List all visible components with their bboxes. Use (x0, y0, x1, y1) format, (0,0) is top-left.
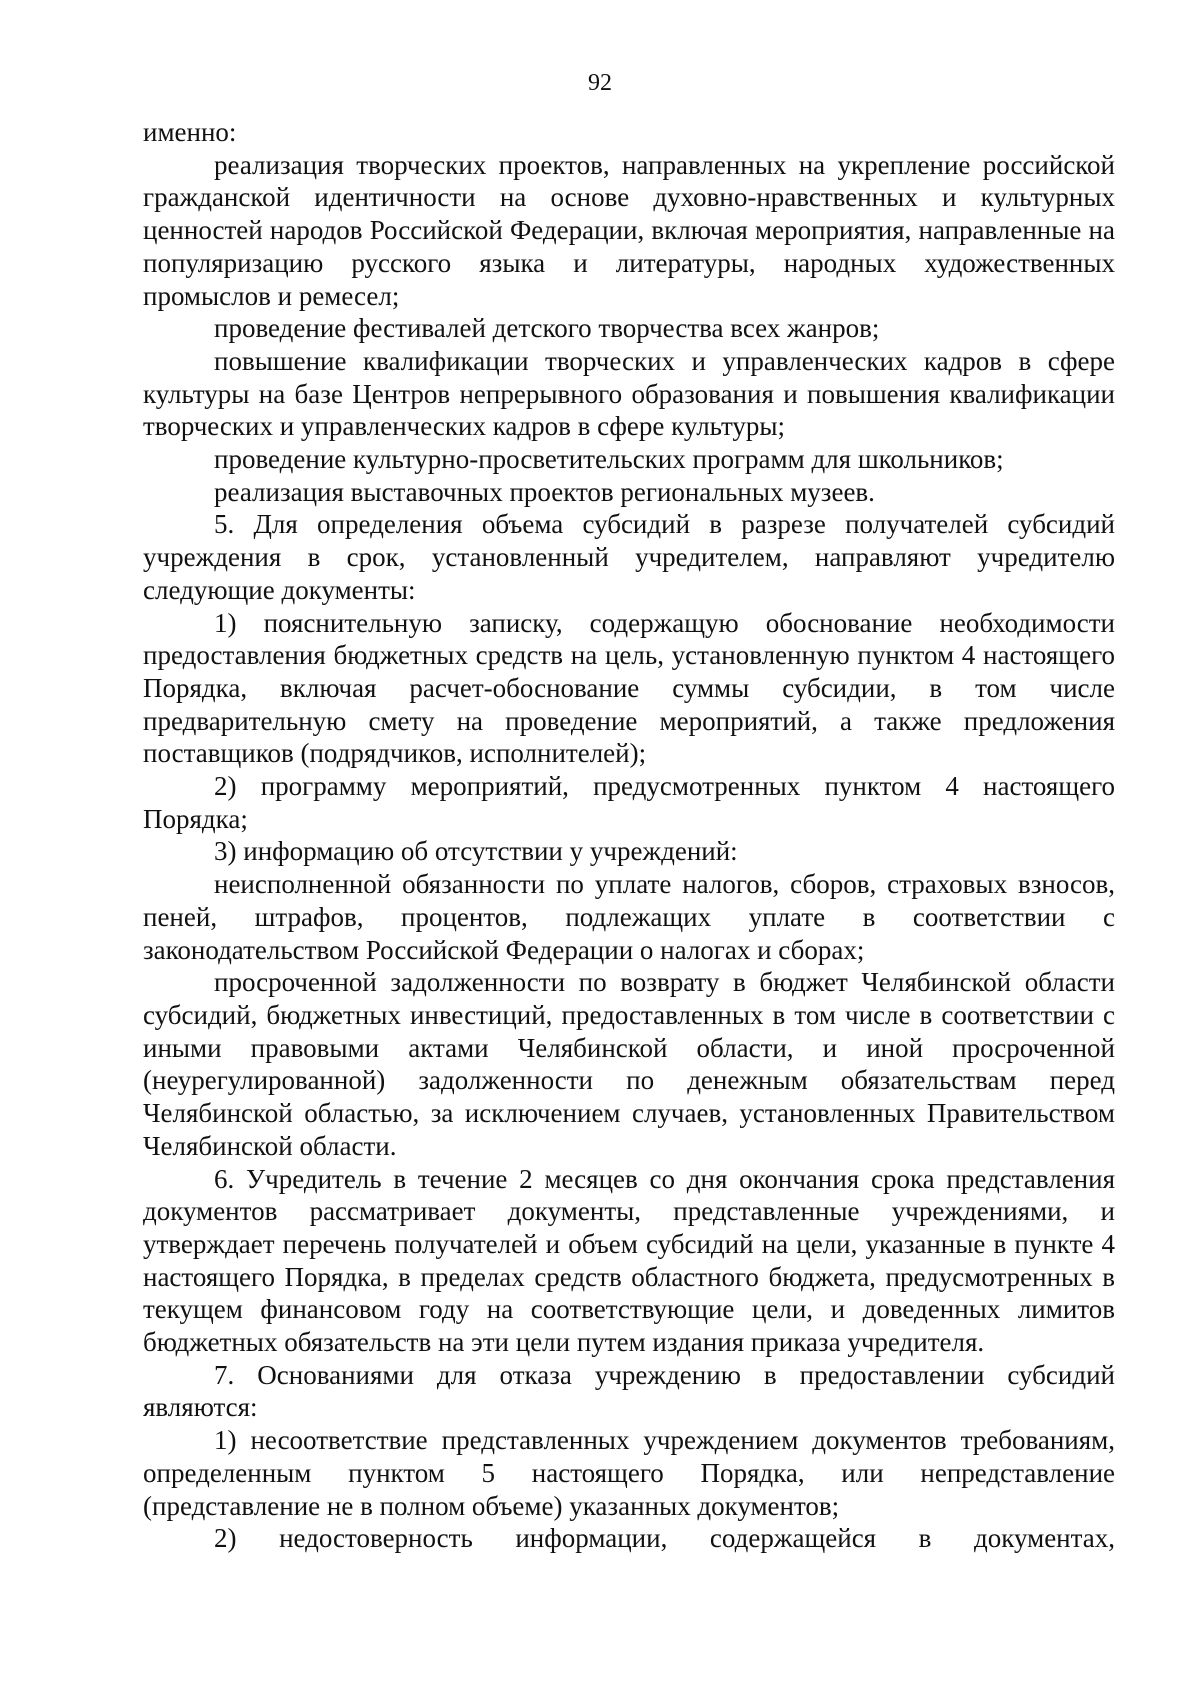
paragraph: реализация творческих проектов, направленных на укрепление российской гражданской идентичности на основе духовно-нравственных и культурных ценностей народов Российской Федерации, включая мероприятия, направленные на популяризацию русского языка и литературы, народных художественных промыслов и ремесел; (143, 149, 1115, 311)
paragraph: проведение культурно-просветительских программ для школьников; (214, 444, 1004, 475)
paragraph: 2) программу мероприятий, предусмотренных пунктом 4 настоящего Порядка; (143, 771, 1115, 834)
paragraph: 1) пояснительную записку, содержащую обоснование необходимости предоставления бюджетных средств на цель, установленную пунктом 4 настоящего Порядка, включая расчет-обоснование суммы субсидии, в том числе предварительную смету на проведение мероприятий, а также предложения поставщиков (подрядчиков, исполнителей); (143, 607, 1115, 769)
paragraph: 2) недостоверность информации, содержащейся в документах, (214, 1523, 1115, 1554)
document-body (143, 116, 1115, 1555)
paragraph: просроченной задолженности по возврату в бюджет Челябинской области субсидий, бюджетных инвестиций, предоставленных в том числе в соответствии с иными правовыми актами Челябинской области, и иной просроченной (неурегулированной) задолженности по денежным обязательствам перед Челябинской областью, за исключением случаев, установленных Правительством Челябинской области. (143, 967, 1115, 1161)
paragraph: проведение фестивалей детского творчества всех жанров; (214, 313, 880, 344)
paragraph: неисполненной обязанности по уплате налогов, сборов, страховых взносов, пеней, штрафов, процентов, подлежащих уплате в соответствии с законодательством Российской Федерации о налогах и сборах; (143, 869, 1115, 965)
paragraph: именно: (143, 117, 237, 147)
paragraph: 6. Учредитель в течение 2 месяцев со дня окончания срока представления документов рассматривает документы, представленные учреждениями, и утверждает перечень получателей и объем субсидий на цели, указанные в пункте 4 настоящего Порядка, в пределах средств областного бюджета, предусмотренных в текущем финансовом году на соответствующие цели, и доведенных лимитов бюджетных обязательств на эти цели путем издания приказа учредителя. (143, 1163, 1115, 1358)
paragraph: реализация выставочных проектов региональных музеев. (214, 476, 875, 507)
paragraph: повышение квалификации творческих и управленческих кадров в сфере культуры на базе Центров непрерывного образования и повышения квалификации творческих и управленческих кадров в сфере культуры; (143, 345, 1115, 442)
paragraph: 5. Для определения объема субсидий в разрезе получателей субсидий учреждения в срок, установленный учредителем, направляют учредителю следующие документы: (143, 509, 1115, 605)
page-number: 92 (588, 70, 612, 96)
paragraph: 7. Основаниями для отказа учреждению в предоставлении субсидий являются: (143, 1359, 1115, 1423)
paragraph: 3) информацию об отсутствии у учреждений: (214, 836, 738, 867)
paragraph: 1) несоответствие представленных учреждением документов требованиям, определенным пунктом 5 настоящего Порядка, или непредставление (представление не в полном объеме) указанных документов; (143, 1425, 1115, 1521)
